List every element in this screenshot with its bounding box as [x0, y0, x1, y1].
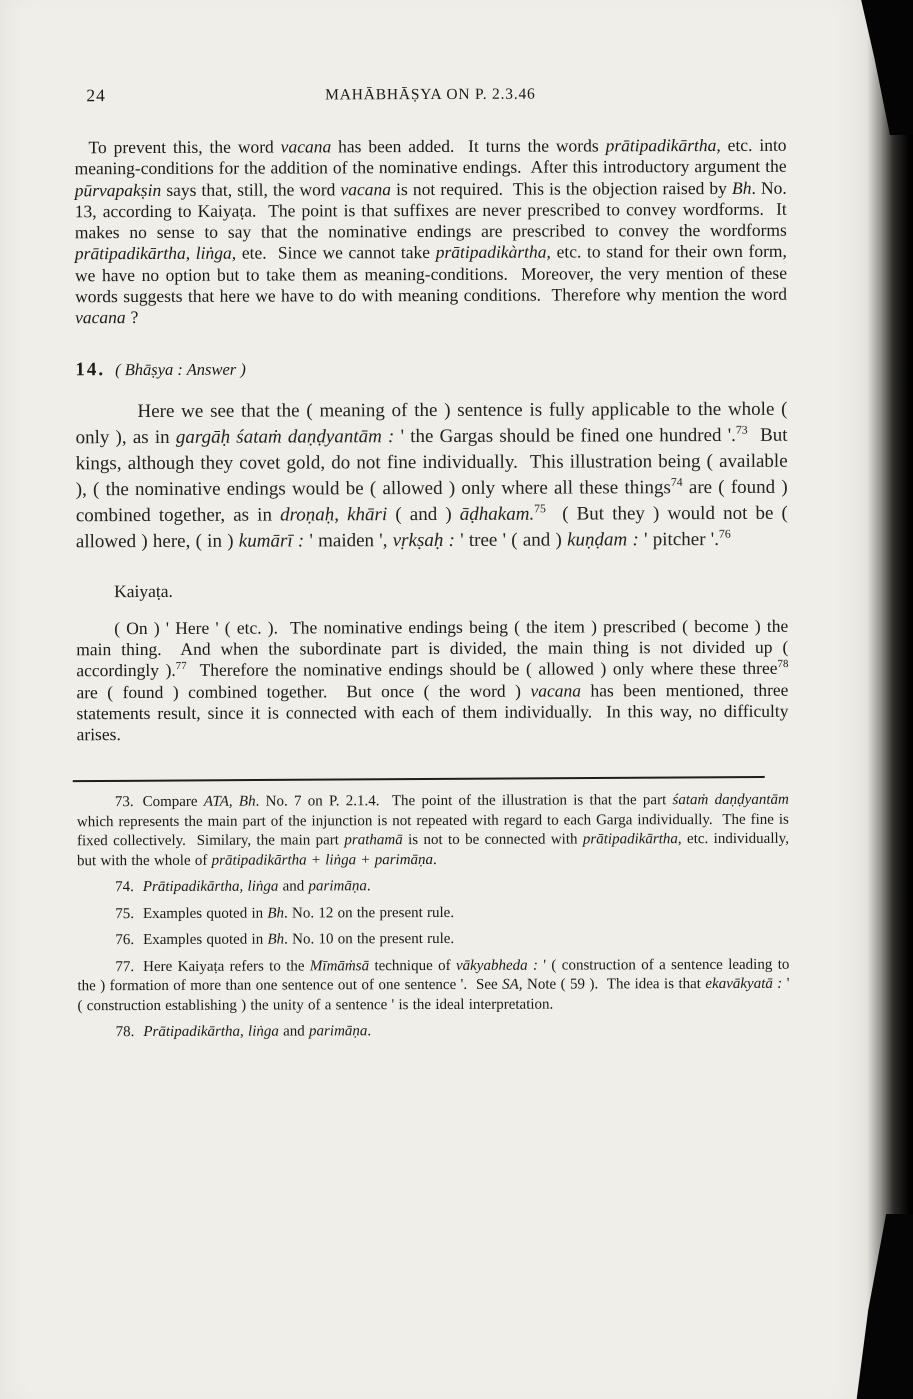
section-number: 14.	[75, 358, 106, 380]
footnote-number: 76.	[115, 932, 135, 949]
footnote-73	[77, 791, 789, 871]
kaiyata-heading: Kaiyaṭa.	[114, 580, 173, 601]
section-title: ( Bhāṣya : Answer )	[115, 359, 246, 379]
kaiyata-paragraph: ( On ) ' Here ' ( etc. ). The nominative endings being ( the item ) prescribed ( become ) the main thing. And when the subordinate part is divided, the main thing is not divided up ( accordingly ).$^{77}$ Therefore the nominative endings should be ( allowed ) only where these three$^{78}$ are ( found ) combined together. But once ( the word ) vacana has been mentioned, three statements result, since it is connected with each of them individually. In this way, no difficulty arises.	[76, 615, 789, 745]
footnote-text: Compare ATA, Bh. No. 7 on P. 2.1.4. The point of the illustration is that the part śataṁ daṇḍyantām which represents the main part of the injunction is not repeated with regard to each Garga individually. The fine is fixed collectively. Similary, the main part prathamā is not to be connected with prātipadikārtha, etc. individually, but with the whole of prātipadikārtha + liṅga + parimāṇa.	[76, 792, 789, 870]
footnote-77	[77, 956, 789, 1017]
footnote-text: Prātipadikārtha, liṅga and parimāṇa.	[143, 1023, 372, 1041]
footnote-text: Here Kaiyaṭa refers to the Mīmāṁsā technique of vākyabheda : ' ( construction of a sentence leading to the ) formation of more than one sentence out of one sentence '. See SA, Note ( 59 ). The idea is that ekavākyatā : ' ( construction establishing ) the unity of a sentence ' is the ideal interpretation.	[77, 956, 790, 1015]
footnote-number: 73.	[114, 794, 134, 811]
footnote-number: 78.	[115, 1024, 135, 1041]
page-content	[74, 83, 789, 1050]
footnotes-section	[77, 791, 790, 1043]
footnote-number: 74.	[115, 879, 134, 896]
footnote-number: 75.	[115, 905, 134, 923]
footnote-number: 77.	[115, 958, 135, 976]
footnote-rule	[73, 776, 765, 782]
footnote-78	[78, 1021, 790, 1043]
footnote-text: Examples quoted in Bh. No. 10 on the present rule.	[143, 931, 455, 949]
scan-edge-bottom-artifact	[849, 1214, 913, 1399]
page-number: 24	[86, 85, 106, 106]
running-header: MAHĀBHĀṢYA ON P. 2.3.46	[325, 85, 536, 104]
footnote-75	[77, 903, 789, 925]
footnote-74	[77, 876, 789, 898]
section-heading	[75, 356, 787, 380]
bhasya-answer-paragraph: Here we see that the ( meaning of the ) sentence is fully applicable to the whole ( only ), as in gargāḥ śataṁ daṇḍyantām : ' the Gargas should be fined one hundred '.$^{73}$ But kings, although they covet gold, do not fine individually. This illustration being ( available ), ( the nominative endings would be ( allowed ) only where all these things$^{74}$ are ( found ) combined together, as in droṇaḥ, khāri ( and ) āḍhakam.$^{75}$ ( But they ) would not be ( allowed ) here, ( in ) kumārī : ' maiden ', vṛkṣaḥ : ' tree ' ( and ) kuṇḍam : ' pitcher '.$^{76}$	[75, 398, 788, 552]
footnote-76	[77, 929, 789, 951]
intro-paragraph: To prevent this, the word vacana has been added. It turns the words prātipadikārtha, etc. into meaning-conditions for the addition of the nominative endings. After this introductory argument the pūrvapakṣin says that, still, the word vacana is not required. This is the objection raised by Bh. No. 13, according to Kaiyaṭa. The point is that suffixes are never prescribed to convey wordforms. It makes no sense to say that the nominative endings are prescribed to convey the wordforms prātipadikārtha, liṅga, ete. Since we cannot take prātipadikàrtha, etc. to stand for their own form, we have no option but to take them as meaning-conditions. Moreover, the very mention of these words suggests that here we have to do with meaning conditions. Therefore why mention the word vacana ?	[74, 134, 788, 328]
footnote-text: Prātipadikārtha, liṅga and parimāṇa.	[142, 878, 371, 896]
page-header	[74, 83, 786, 107]
footnote-text: Examples quoted in Bh. No. 12 on the present rule.	[142, 904, 455, 922]
scan-edge-artifact	[867, 0, 913, 1399]
